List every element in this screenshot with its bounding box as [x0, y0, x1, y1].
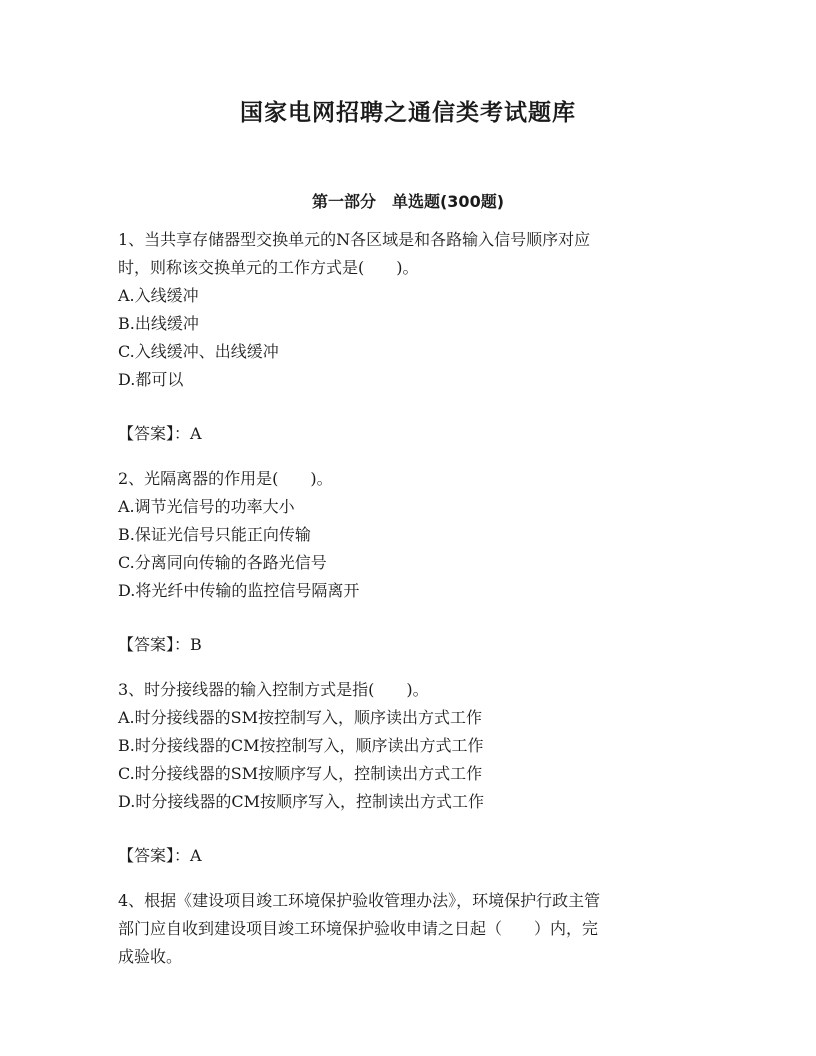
question-stem-line: 成验收。 — [118, 947, 183, 966]
question-stem-line: 2、光隔离器的作用是( )。 — [118, 469, 333, 488]
answer-line — [118, 842, 703, 870]
question-stem-line: 1、当共享存储器型交换单元的N各区域是和各路输入信号顺序对应 — [118, 230, 591, 249]
answer-value: B — [190, 635, 202, 654]
question-stem-line: 4、根据《建设项目竣工环境保护验收管理办法》，环境保护行政主管 — [118, 891, 601, 910]
option-c: C.入线缓冲、出线缓冲 — [118, 342, 279, 361]
option-b: B.时分接线器的CM按控制写入，顺序读出方式工作 — [118, 736, 484, 755]
option-c: C.分离同向传输的各路光信号 — [118, 553, 327, 572]
question-stem-line: 部门应自收到建设项目竣工环境保护验收申请之日起（ ）内，完 — [118, 919, 599, 938]
answer-line — [118, 420, 703, 448]
document-title: 国家电网招聘之通信类考试题库 — [240, 100, 576, 126]
option-b: B.保证光信号只能正向传输 — [118, 525, 311, 544]
question-3 — [118, 676, 703, 870]
option-d: D.将光纤中传输的监控信号隔离开 — [118, 581, 360, 600]
section-name: 单选题(300题) — [391, 192, 505, 211]
option-a: A.入线缓冲 — [118, 286, 199, 305]
option-a: A.调节光信号的功率大小 — [118, 497, 295, 516]
section-heading — [0, 189, 816, 212]
answer-value: A — [190, 846, 202, 865]
option-b: B.出线缓冲 — [118, 314, 199, 333]
answer-label: 【答案】： — [118, 635, 191, 654]
question-stem-line: 3、时分接线器的输入控制方式是指( )。 — [118, 680, 429, 699]
option-d: D.都可以 — [118, 370, 184, 389]
question-1 — [118, 226, 703, 448]
question-stem-line: 时，则称该交换单元的工作方式是( )。 — [118, 258, 419, 277]
question-2 — [118, 465, 703, 659]
answer-value: A — [190, 424, 202, 443]
answer-line — [118, 631, 703, 659]
option-a: A.时分接线器的SM按控制写入，顺序读出方式工作 — [118, 708, 482, 727]
option-c: C.时分接线器的SM按顺序写人，控制读出方式工作 — [118, 764, 483, 783]
answer-label: 【答案】： — [118, 424, 191, 443]
question-list — [118, 226, 703, 971]
option-d: D.时分接线器的CM按顺序写入，控制读出方式工作 — [118, 792, 484, 811]
answer-label: 【答案】： — [118, 846, 191, 865]
question-4 — [118, 887, 703, 971]
section-part: 第一部分 — [311, 192, 376, 211]
